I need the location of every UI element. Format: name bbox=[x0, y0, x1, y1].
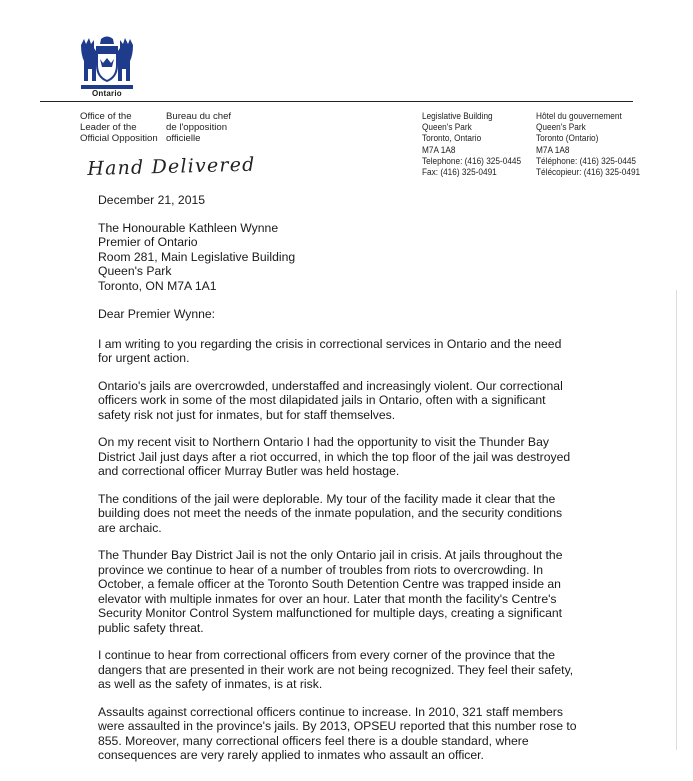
address-en-line: Queen's Park bbox=[422, 122, 472, 134]
address-en-line: Toronto, Ontario bbox=[422, 133, 482, 145]
recipient-address bbox=[98, 221, 578, 294]
office-french bbox=[166, 111, 231, 145]
paragraph: Assaults against correctional officers continue to increase. In 2010, 321 staff members were assaulted in the province's jails. By 2013, OPSEU reported that this number rose to 855. Moreover, many correctional officers feel there is a double standard, where consequences are very rarely applied to inmates who assault an officer. bbox=[98, 704, 577, 762]
office-en-line: Office of the bbox=[80, 111, 132, 122]
office-en-line: Official Opposition bbox=[80, 133, 158, 145]
address-fr-line: Queen's Park bbox=[536, 122, 586, 134]
address-english bbox=[422, 111, 521, 178]
paragraph: On my recent visit to Northern Ontario I had the opportunity to visit the Thunder Bay District Jail just days after a riot occurred, in which the top floor of the jail was destroyed and correctional officer Murray Butler was held hostage. bbox=[98, 435, 571, 478]
letter-body bbox=[98, 193, 578, 776]
paragraph: I am writing to you regarding the crisis in correctional services in Ontario and the need for urgent action. bbox=[98, 336, 562, 365]
recipient-line: Queen's Park bbox=[98, 264, 172, 278]
paragraph: The conditions of the jail were deplorable. My tour of the facility made it clear that the building does not meet the needs of the inmate population, and the security conditions are archaic. bbox=[98, 491, 563, 535]
address-fr-line: Toronto (Ontario) bbox=[536, 133, 599, 145]
crest-label: Ontario bbox=[92, 89, 122, 98]
office-fr-line: de l'opposition bbox=[166, 122, 228, 134]
address-fr-line: Hôtel du gouvernement bbox=[536, 111, 622, 122]
letter-date: December 21, 2015 bbox=[98, 193, 206, 207]
address-en-line: M7A 1A8 bbox=[422, 144, 456, 156]
office-fr-line: Bureau du chef bbox=[166, 111, 232, 122]
recipient-line: Toronto, ON M7A 1A1 bbox=[98, 278, 217, 293]
address-french bbox=[536, 111, 640, 178]
paragraph: The Thunder Bay District Jail is not the only Ontario jail in crisis. At jails throughout the province we continue to hear of a number of troubles from riots to overcrowding. In October, a female officer at the Toronto South Detention Centre was trapped inside an elevator with multiple inmates for over an hour. Later that month the facility's Centre's Security Monitor Control System malfunctioned for multiple days, creating a significant public safety threat. bbox=[98, 548, 563, 635]
handwritten-note: Hand Delivered bbox=[87, 153, 256, 180]
address-en-line: Fax: (416) 325-0491 bbox=[422, 167, 497, 179]
ontario-coat-of-arms-icon bbox=[77, 33, 137, 93]
address-fr-line: Téléphone: (416) 325-0445 bbox=[536, 155, 637, 167]
paragraph: Ontario's jails are overcrowded, understaffed and increasingly violent. Our correctional officers work in some of the most dilapidated jails in Ontario, often with a significant safety risk not just for inmates, but for staff themselves. bbox=[98, 378, 563, 422]
recipient-line: The Honourable Kathleen Wynne bbox=[98, 220, 279, 235]
letterhead-rule bbox=[40, 101, 633, 102]
recipient-line: Premier of Ontario bbox=[98, 235, 198, 249]
scan-edge-line bbox=[676, 290, 677, 750]
paragraph: I continue to hear from correctional officers from every corner of the province that the dangers that are presented in their work are not being recognized. They feel their safety, as well as the safety of inmates, is at risk. bbox=[98, 648, 574, 691]
office-english bbox=[80, 111, 158, 145]
salutation: Dear Premier Wynne: bbox=[98, 307, 216, 321]
address-en-line: Legislative Building bbox=[422, 111, 493, 122]
office-fr-line: officielle bbox=[166, 133, 201, 145]
recipient-line: Room 281, Main Legislative Building bbox=[98, 249, 296, 264]
office-en-line: Leader of the bbox=[80, 122, 137, 134]
address-fr-line: M7A 1A8 bbox=[536, 144, 570, 156]
address-fr-line: Télécopieur: (416) 325-0491 bbox=[536, 167, 641, 179]
address-en-line: Telephone: (416) 325-0445 bbox=[422, 155, 522, 167]
